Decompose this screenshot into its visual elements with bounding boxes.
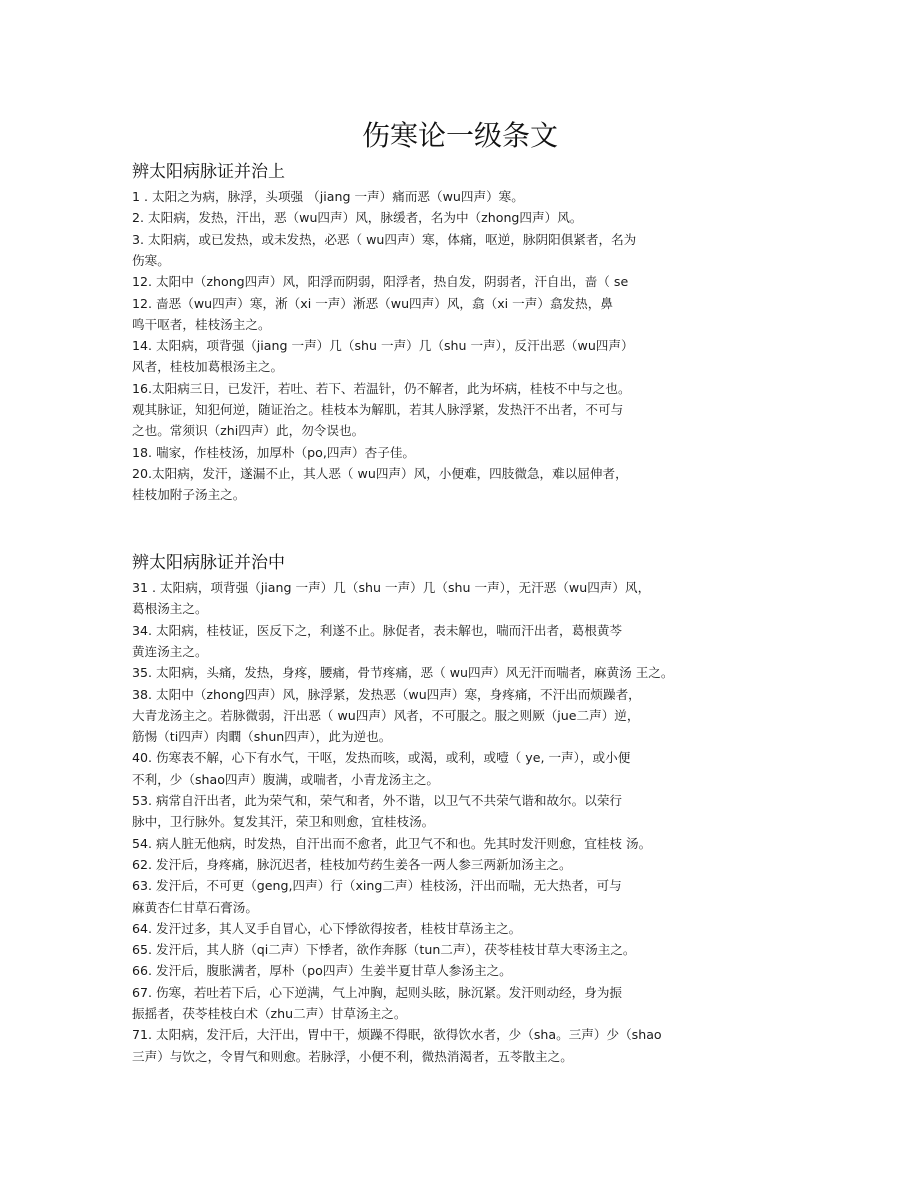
text-line: 12. 太阳中（zhong四声）风，阳浮而阴弱，阳浮者，热自发，阴弱者，汗自出，啬（ se — [132, 274, 629, 290]
text-line: 葛根汤主之。 — [132, 601, 208, 617]
text-line: 18. 喘家，作桂枝汤，加厚朴（po,四声）杏子佳。 — [132, 444, 416, 460]
text-line: 34. 太阳病，桂枝证，医反下之，利遂不止。脉促者，表未解也，喘而汗出者，葛根黄芩 — [132, 622, 623, 638]
text-line: 40. 伤寒表不解，心下有水气，干呕，发热而咳，或渴，或利，或噎（ ye, 一声），或小便 — [132, 750, 631, 766]
text-line: 鸣干呕者，桂枝汤主之。 — [132, 316, 271, 332]
text-line: 伤寒。 — [132, 252, 170, 268]
text-line: 54. 病人脏无他病，时发热，自汗出而不愈者，此卫气不和也。先其时发汗则愈，宜桂枝 汤。 — [132, 835, 652, 851]
text-line: 桂枝加附子汤主之。 — [132, 487, 246, 503]
text-line: 1 . 太阳之为病，脉浮，头项强 （jiang 一声）痛而恶（wu四声）寒。 — [132, 189, 524, 204]
text-line: 65. 发汗后，其人脐（qi二声）下悸者，欲作奔豚（tun二声），茯苓桂枝甘草大枣汤主之。 — [132, 942, 636, 958]
text-line: 黄连汤主之。 — [132, 643, 208, 659]
text-line: 71. 太阳病，发汗后，大汗出，胃中干，烦躁不得眠，欲得饮水者，少（sha。三声）少（shao — [132, 1027, 662, 1043]
text-line: 62. 发汗后，身疼痛，脉沉迟者，桂枝加芍药生姜各一两人参三两新加汤主之。 — [132, 856, 572, 872]
text-line: 14. 太阳病，项背强（jiang 一声）几（shu 一声）几（shu 一声），反汗出恶（wu四声） — [132, 338, 634, 354]
text-line: 2. 太阳病，发热，汗出，恶（wu四声）风，脉缓者，名为中（zhong四声）风。 — [132, 210, 583, 226]
text-line: 不利，少（shao四声）腹满，或喘者，小青龙汤主之。 — [132, 771, 440, 787]
text-line: 66. 发汗后，腹胀满者，厚朴（po四声）生姜半夏甘草人参汤主之。 — [132, 963, 512, 979]
text-line: 53. 病常自汗出者，此为荣气和，荣气和者，外不谐，以卫气不共荣气谐和故尔。以荣行 — [132, 793, 623, 808]
section-heading: 辨太阳病脉证并治中 — [132, 553, 285, 573]
text-line: 麻黄杏仁甘草石膏汤。 — [132, 899, 258, 915]
text-line: 观其脉证，知犯何逆，随证治之。桂枝本为解肌，若其人脉浮紧，发热汗不出者，不可与 — [132, 402, 624, 417]
text-line: 16.太阳病三日，已发汗，若吐、若下、若温针，仍不解者，此为坏病，桂枝不中与之也。 — [132, 380, 631, 396]
text-line: 35. 太阳病，头痛，发热，身疼，腰痛，骨节疼痛，恶（ wu四声）风无汗而喘者，麻黄汤 王之。 — [132, 665, 674, 681]
text-line: 38. 太阳中（zhong四声）风，脉浮紧，发热恶（wu四声）寒，身疼痛，不汗出而烦躁者， — [132, 686, 641, 702]
page-title: 伤寒论一级条文 — [361, 119, 558, 152]
section-heading: 辨太阳病脉证并治上 — [132, 162, 285, 182]
text-line: 31 . 太阳病，项背强（jiang 一声）几（shu 一声）几（shu 一声），无汗恶（wu四声）风， — [132, 580, 651, 595]
text-line: 脉中，卫行脉外。复发其汗，荣卫和则愈，宜桂枝汤。 — [132, 814, 435, 830]
text-line: 67. 伤寒，若吐若下后，心下逆满，气上冲胸，起则头眩，脉沉紧。发汗则动经，身为振 — [132, 984, 623, 1000]
text-line: 三声）与饮之，令胃气和则愈。若脉浮，小便不利，微热消渴者，五苓散主之。 — [132, 1048, 573, 1064]
text-line: 大青龙汤主之。若脉微弱，汗出恶（ wu四声）风者，不可服之。服之则厥（jue二声）逆， — [132, 707, 640, 723]
text-line: 筋惕（ti四声）肉瞤（shun四声），此为逆也。 — [132, 729, 392, 745]
text-line: 3. 太阳病，或已发热，或未发热，必恶（ wu四声）寒，体痛，呕逆，脉阴阳俱紧者，名为 — [132, 231, 637, 247]
text-line: 之也。常须识（zhi四声）此，勿令误也。 — [132, 423, 365, 439]
text-line: 64. 发汗过多，其人叉手自冒心，心下悸欲得按者，桂枝甘草汤主之。 — [132, 920, 522, 936]
text-line: 振摇者，茯苓桂枝白术（zhu二声）甘草汤主之。 — [132, 1006, 407, 1021]
text-line: 12. 啬恶（wu四声）寒，淅（xi 一声）淅恶（wu四声）风，翕（xi 一声）翕发热，鼻 — [132, 295, 613, 311]
text-line: 20.太阳病，发汗，遂漏不止，其人恶（ wu四声）风，小便难，四肢微急，难以屈伸者， — [132, 465, 628, 481]
text-line: 风者，桂枝加葛根汤主之。 — [132, 359, 284, 375]
text-line: 63. 发汗后，不可更（geng,四声）行（xing二声）桂枝汤，汗出而喘，无大热者，可与 — [132, 878, 622, 894]
